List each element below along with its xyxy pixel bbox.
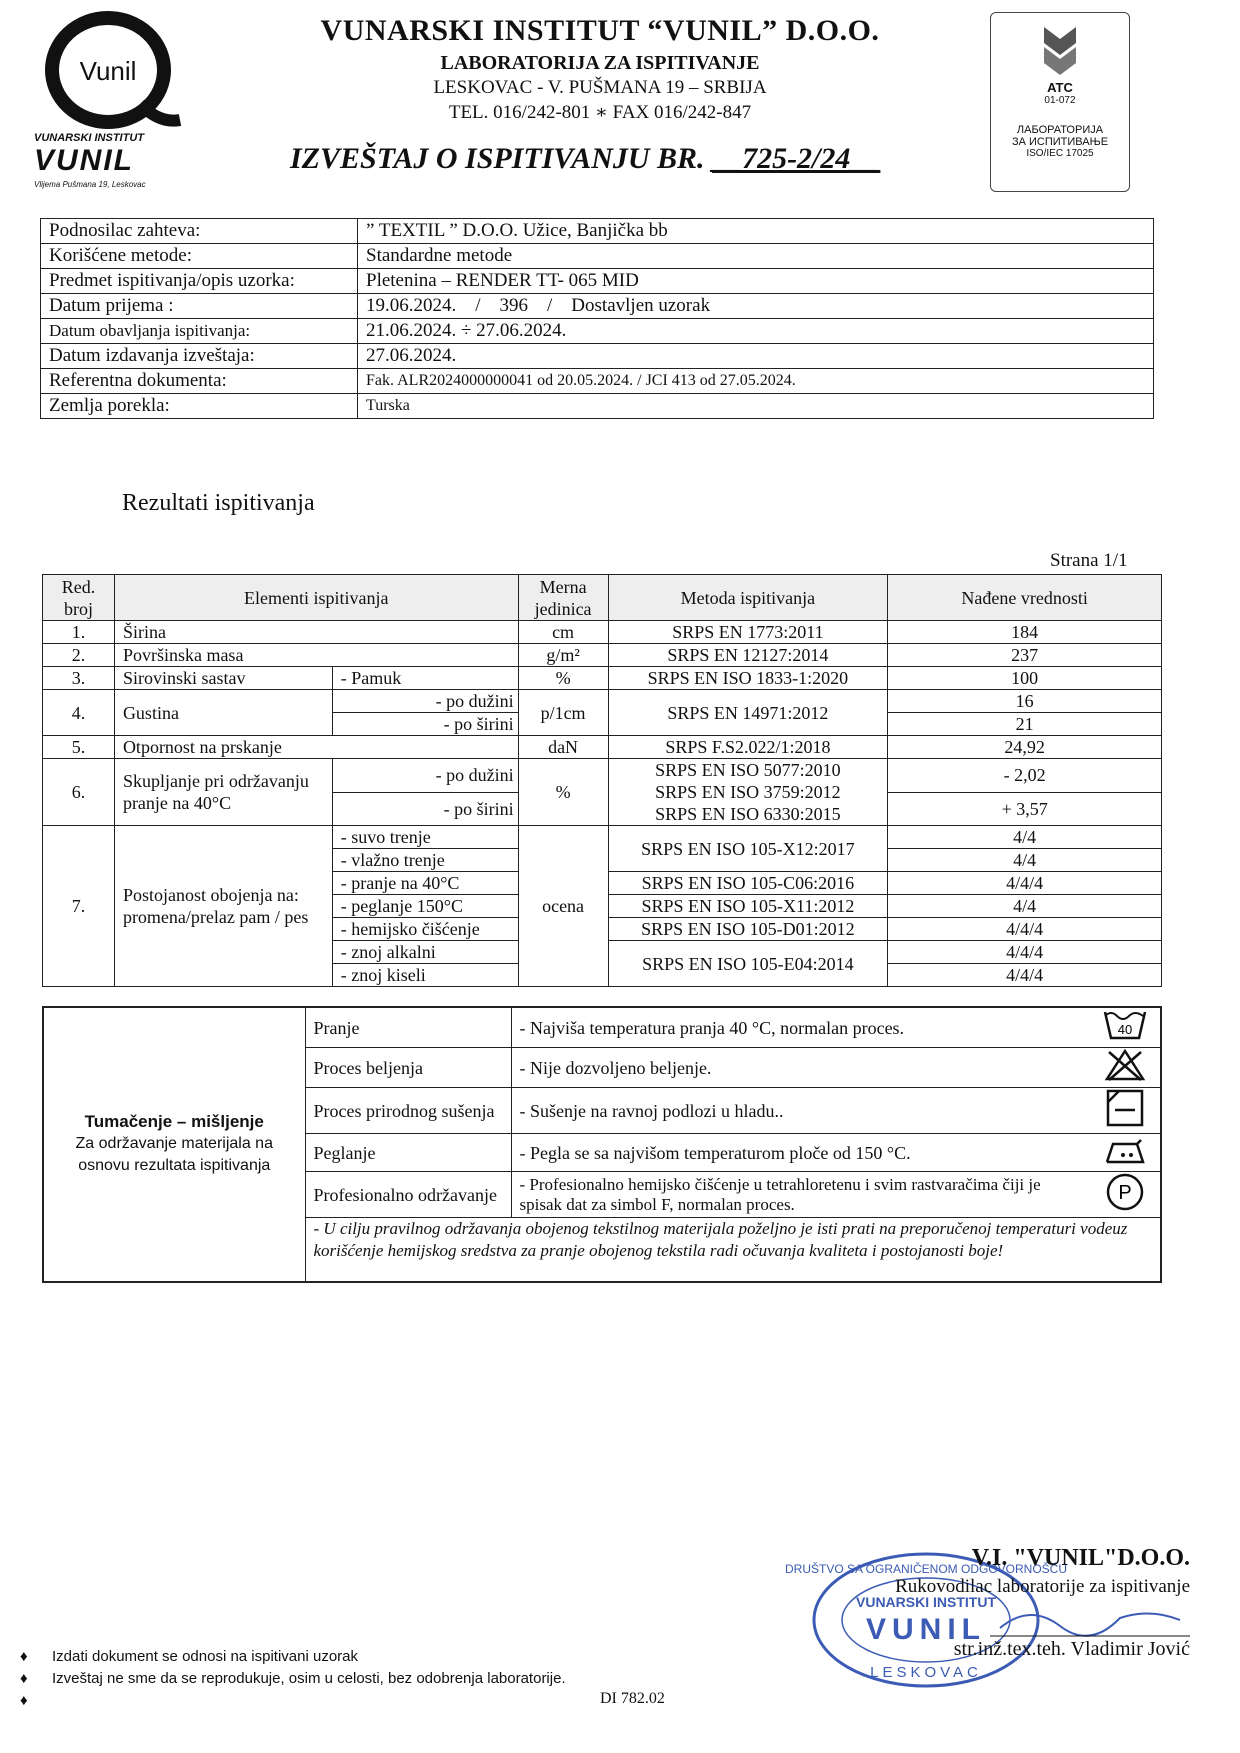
- info-label: Korišćene metode:: [41, 244, 358, 269]
- results-header-row: [43, 575, 1162, 621]
- info-value: Standardne metode: [358, 244, 1154, 269]
- row-method: SRPS EN ISO 1833-1:2020: [608, 667, 888, 690]
- lab-name: LABORATORIJA ZA ISPITIVANJE: [440, 52, 760, 74]
- footnotes: [20, 1646, 566, 1712]
- row-value: 4/4: [888, 849, 1162, 872]
- stamp-big-text: VUNIL: [866, 1613, 986, 1646]
- row-unit: ocena: [518, 826, 608, 987]
- care-row: [43, 1007, 1161, 1048]
- info-label: Datum prijema :: [41, 294, 358, 319]
- row-method: SRPS EN ISO 105-X11:2012: [608, 895, 888, 918]
- results-table: [42, 574, 1162, 987]
- logo-caption-address: Vlijema Pušmana 19, Leskovac: [34, 180, 146, 189]
- row-method: SRPS EN ISO 105-E04:2014: [608, 941, 888, 987]
- table-row: [43, 667, 1162, 690]
- row-method: SRPS EN ISO 105-C06:2016: [608, 872, 888, 895]
- info-value: 27.06.2024.: [358, 344, 1154, 369]
- footnote-item: ♦ Izveštaj ne sme da se reprodukuje, osim u celosti, bez odobrenja laboratorije.: [20, 1670, 566, 1687]
- row-no: 7.: [43, 826, 115, 987]
- care-label: Peglanje: [305, 1134, 511, 1172]
- atc-code: ATC: [1047, 80, 1073, 95]
- header-block: [250, 14, 950, 124]
- info-label: Podnosilac zahteva:: [41, 219, 358, 244]
- info-row: [41, 344, 1154, 369]
- table-row: [43, 736, 1162, 759]
- row-value: 100: [888, 667, 1162, 690]
- row-sub: - znoj kiseli: [332, 964, 518, 987]
- care-text: - Nije dozvoljeno beljenje.: [511, 1048, 1090, 1088]
- report-number: __725-2/24__: [712, 142, 881, 175]
- info-label: Datum obavljanja ispitivanja:: [41, 319, 358, 344]
- care-text: - Sušenje na ravnoj podlozi u hladu..: [511, 1088, 1090, 1134]
- row-value: 4/4/4: [888, 964, 1162, 987]
- row-value: - 2,02: [888, 759, 1162, 793]
- row-value: 4/4/4: [888, 941, 1162, 964]
- row-value: 21: [888, 713, 1162, 736]
- row-no: 5.: [43, 736, 115, 759]
- row-value: 4/4: [888, 895, 1162, 918]
- row-name: Otpornost na prskanje: [114, 736, 518, 759]
- care-label: Proces beljenja: [305, 1048, 511, 1088]
- row-name: Površinska masa: [114, 644, 518, 667]
- care-note: - U cilju pravilnog održavanja obojenog tekstilnog materijala poželjno je isti prati na preporučenoj temperaturi vodeuz korišćenje hemijskog sredstva za pranje obojenog tekstila radi očuvanja kvaliteta i postojanosti boje!: [305, 1218, 1161, 1282]
- table-row: [43, 621, 1162, 644]
- signature-person: str.inž.tex.teh. Vladimir Jović: [953, 1638, 1190, 1660]
- footnote-text: Izdati dokument se odnosi na ispitivani uzorak: [52, 1648, 359, 1665]
- col-header-method: Metoda ispitivanja: [608, 575, 888, 621]
- report-title-prefix: IZVEŠTAJ O ISPITIVANJU BR.: [290, 142, 705, 175]
- wash-40-icon: [1090, 1007, 1161, 1048]
- care-text: - Profesionalno hemijsko čišćenje u tetrahloretenu i svim rastvaračima čiji je spisak dat za simbol F, normalan proces.: [511, 1172, 1090, 1218]
- row-name: Skupljanje pri održavanju pranje na 40°C: [114, 759, 332, 826]
- row-method: SRPS EN 12127:2014: [608, 644, 888, 667]
- iron-two-dots-icon: [1090, 1134, 1161, 1172]
- stamp-mid-text: VUNARSKI INSTITUT: [856, 1594, 996, 1610]
- footnote-item: ♦: [20, 1692, 28, 1709]
- col-header-element: Elementi ispitivanja: [114, 575, 518, 621]
- info-value: 19.06.2024. / 396 / Dostavljen uzorak: [358, 294, 1154, 319]
- row-method: SRPS EN ISO 105-D01:2012: [608, 918, 888, 941]
- footnote-item: ♦ Izdati dokument se odnosi na ispitivani uzorak: [20, 1648, 359, 1665]
- request-info-table: [40, 218, 1154, 419]
- row-method: SRPS EN 14971:2012: [608, 690, 888, 736]
- no-bleach-icon: [1090, 1048, 1161, 1088]
- signature-company: V.I. "VUNIL"D.O.O.: [971, 1545, 1190, 1571]
- row-method: [608, 759, 888, 826]
- row-value: 4/4/4: [888, 872, 1162, 895]
- care-label: Profesionalno održavanje: [305, 1172, 511, 1218]
- care-label: Proces prirodnog sušenja: [305, 1088, 511, 1134]
- col-header-value: Nađene vrednosti: [888, 575, 1162, 621]
- care-text: - Pegla se sa najvišom temperaturom ploče od 150 °C.: [511, 1134, 1090, 1172]
- row-method: SRPS F.S2.022/1:2018: [608, 736, 888, 759]
- info-value: ” TEXTIL ” D.O.O. Užice, Banjička bb: [358, 219, 1154, 244]
- row-sub: - po širini: [332, 792, 518, 826]
- row-sub: - znoj alkalni: [332, 941, 518, 964]
- row-name: Postojanost obojenja na: promena/prelaz pam / pes: [114, 826, 332, 987]
- row-unit: %: [518, 667, 608, 690]
- row-sub: - peglanje 150°C: [332, 895, 518, 918]
- care-instructions-table: [42, 1006, 1162, 1283]
- info-value: Pletenina – RENDER TT- 065 MID: [358, 269, 1154, 294]
- phone-fax: TEL. 016/242-801 ∗ FAX 016/242-847: [448, 102, 752, 123]
- table-row: [43, 690, 1162, 713]
- wash-temp-glyph: 40: [1117, 1022, 1133, 1037]
- care-title: Tumačenje – mišljenje: [84, 1112, 264, 1132]
- row-method: SRPS EN 1773:2011: [608, 621, 888, 644]
- info-label: Predmet ispitivanja/opis uzorka:: [41, 269, 358, 294]
- row-method: SRPS EN ISO 105-X12:2017: [608, 826, 888, 872]
- logo-caption-name: VUNIL: [34, 144, 134, 177]
- page-label: Strana 1/1: [1050, 550, 1128, 571]
- info-value: Turska: [358, 394, 1154, 419]
- info-label: Referentna dokumenta:: [41, 369, 358, 394]
- info-value: Fak. ALR2024000000041 od 20.05.2024. / JCI 413 od 27.05.2024.: [358, 369, 1154, 394]
- row-sub: - suvo trenje: [332, 826, 518, 849]
- table-row: [43, 644, 1162, 667]
- row-sub: - vlažno trenje: [332, 849, 518, 872]
- atc-line3: ISO/IEC 17025: [1026, 148, 1094, 159]
- row-value: 184: [888, 621, 1162, 644]
- dry-clean-p-icon: [1090, 1172, 1161, 1218]
- info-label: Datum izdavanja izveštaja:: [41, 344, 358, 369]
- signature-block: [860, 1545, 1190, 1661]
- row-sub: - Pamuk: [332, 667, 518, 690]
- row-sub: - hemijsko čišćenje: [332, 918, 518, 941]
- accreditation-badge: [990, 12, 1130, 192]
- table-row: [43, 759, 1162, 793]
- logo-text: Vunil: [79, 56, 137, 86]
- dry-clean-glyph: P: [1118, 1182, 1132, 1204]
- row-value: + 3,57: [888, 792, 1162, 826]
- row-unit: %: [518, 759, 608, 826]
- col-header-unit: Merna jedinica: [518, 575, 608, 621]
- institute-logo: [30, 12, 190, 192]
- row-name: Gustina: [114, 690, 332, 736]
- row-no: 3.: [43, 667, 115, 690]
- stamp-bottom-text: LESKOVAC: [870, 1664, 982, 1681]
- info-row: [41, 369, 1154, 394]
- logo-caption-top: VUNARSKI INSTITUT: [34, 132, 144, 144]
- stamp-ring-text: DRUŠTVO SA OGRANIČENOM ODGOVORNOŠĆU: [784, 1562, 1068, 1576]
- method-line: SRPS EN ISO 3759:2012: [655, 782, 841, 802]
- care-subtitle: Za održavanje materijala na osnovu rezultata ispitivanja: [75, 1135, 273, 1175]
- info-row: [41, 394, 1154, 419]
- info-row: [41, 294, 1154, 319]
- document-code: DI 782.02: [600, 1690, 665, 1707]
- info-row: [41, 244, 1154, 269]
- care-title-cell: [43, 1007, 305, 1282]
- row-value: 4/4: [888, 826, 1162, 849]
- row-name: Sirovinski sastav: [114, 667, 332, 690]
- row-no: 1.: [43, 621, 115, 644]
- row-unit: g/m²: [518, 644, 608, 667]
- method-line: SRPS EN ISO 5077:2010: [655, 760, 841, 780]
- col-header-no: Red. broj: [43, 575, 115, 621]
- row-sub: - po širini: [332, 713, 518, 736]
- row-unit: p/1cm: [518, 690, 608, 736]
- atc-number: 01-072: [1044, 95, 1076, 106]
- row-no: 6.: [43, 759, 115, 826]
- signature-role: Rukovodilac laboratorije za ispitivanje: [895, 1576, 1190, 1597]
- info-label: Zemlja porekla:: [41, 394, 358, 419]
- info-row: [41, 219, 1154, 244]
- table-row: [43, 826, 1162, 849]
- atc-emblem-icon: [1040, 23, 1080, 75]
- footnote-text: Izveštaj ne sme da se reprodukuje, osim u celosti, bez odobrenja laboratorije.: [52, 1670, 566, 1687]
- dry-flat-shade-icon: [1090, 1088, 1161, 1134]
- report-title: [290, 142, 880, 176]
- atc-line2: ЗА ИСПИТИВАЊЕ: [1011, 136, 1109, 148]
- row-value: 24,92: [888, 736, 1162, 759]
- row-no: 2.: [43, 644, 115, 667]
- results-heading: Rezultati ispitivanja: [122, 490, 315, 516]
- institute-name: VUNARSKI INSTITUT “VUNIL” D.O.O.: [320, 14, 880, 47]
- info-row: [41, 319, 1154, 344]
- row-unit: cm: [518, 621, 608, 644]
- info-row: [41, 269, 1154, 294]
- atc-line1: ЛАБОРАТОРИЈА: [1016, 124, 1104, 136]
- method-line: SRPS EN ISO 6330:2015: [655, 804, 841, 824]
- address: LESKOVAC - V. PUŠMANA 19 – SRBIJA: [433, 77, 767, 98]
- row-value: 4/4/4: [888, 918, 1162, 941]
- row-unit: daN: [518, 736, 608, 759]
- row-value: 16: [888, 690, 1162, 713]
- row-value: 237: [888, 644, 1162, 667]
- row-name: Širina: [114, 621, 518, 644]
- row-sub: - po dužini: [332, 759, 518, 793]
- row-no: 4.: [43, 690, 115, 736]
- handwritten-signature-icon: [990, 1598, 1190, 1638]
- care-label: Pranje: [305, 1007, 511, 1048]
- row-sub: - po dužini: [332, 690, 518, 713]
- care-text: - Najviša temperatura pranja 40 °C, normalan proces.: [511, 1007, 1090, 1048]
- info-value: 21.06.2024. ÷ 27.06.2024.: [358, 319, 1154, 344]
- row-sub: - pranje na 40°C: [332, 872, 518, 895]
